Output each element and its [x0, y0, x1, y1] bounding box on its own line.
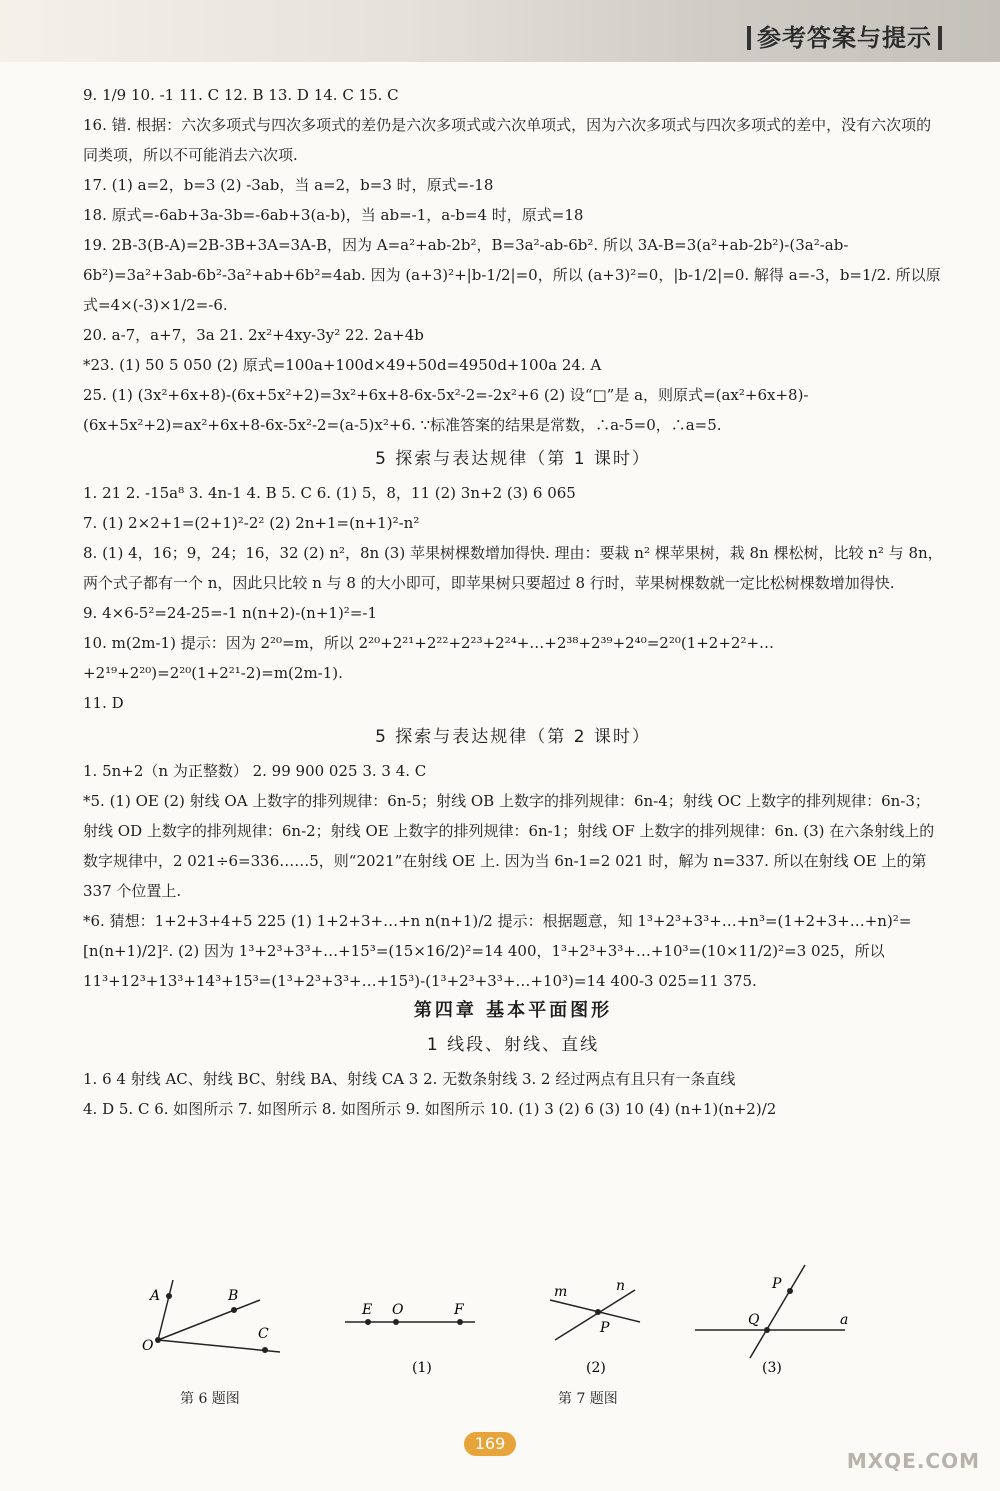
figures	[130, 1260, 870, 1420]
fig6-point-c	[262, 1347, 268, 1353]
header-title-text: 参考答案与提示	[757, 24, 932, 52]
fig7-3-label-a: a	[840, 1312, 849, 1328]
chapter-title: 第四章 基本平面图形	[413, 1000, 613, 1021]
answer-line: 11. D	[83, 694, 124, 712]
fig6-point-b	[231, 1307, 237, 1313]
answer-line: *5. (1) OE (2) 射线 OA 上数字的排列规律：6n-5；射线 OB 上数字的排列规律：6n-4；射线 OC 上数字的排列规律：6n-3；射线 OD 上数字的排列规律：6n-2；射线 OE 上数字的排列规律：6n-1；射线 OF 上数字的排列规律：6n. (3) 在六条射线上的数字规律中，2 021÷6=336……5，则“2021”在射线 OE 上. 因为当 6n-1=2 021 时，解为 n=337. 所以在射线 OE 上的第 337 个位置上.	[83, 792, 935, 900]
fig7-1-caption: (1)	[412, 1360, 432, 1376]
answer-line: 4. D 5. C 6. 如图所示 7. 如图所示 8. 如图所示 9. 如图所示 10. (1) 3 (2) 6 (3) 10 (4) (n+1)(n+2)/2	[83, 1100, 777, 1118]
answer-line: 16. 错. 根据：六次多项式与四次多项式的差仍是六次多项式或六次单项式，因为六次多项式与四次多项式的差中，没有六次项的同类项，所以不可能消去六次项.	[83, 116, 932, 164]
watermark: MXQE.COM	[846, 1449, 980, 1473]
fig7-1-point-o	[393, 1319, 399, 1325]
answer-line: 20. a-7，a+7，3a 21. 2x²+4xy-3y² 22. 2a+4b	[83, 326, 424, 344]
answer-line: 1. 21 2. -15a⁸ 3. 4n-1 4. B 5. C 6. (1) 5，8，11 (2) 3n+2 (3) 6 065	[83, 484, 576, 502]
fig7-2-point-p	[595, 1309, 601, 1315]
fig6-label-o: O	[142, 1338, 154, 1354]
answer-line: *6. 猜想：1+2+3+4+5 225 (1) 1+2+3+…+n n(n+1)/2 提示：根据题意，知 1³+2³+3³+…+n³=(1+2+3+…+n)²=[n(n+1)/2]². (2) 因为 1³+2³+3³+…+15³=(15×16/2)²=14 400，1³+2³+3³+…+10³=(10×11/2)²=3 025，所以 11³+12³+13³+14³+15³=(1³+2³+3³+…+15³)-(1³+2³+3³+…+10³)=14 400-3 025=11 375.	[83, 912, 912, 990]
answer-line: 1. 6 4 射线 AC、射线 BC、射线 BA、射线 CA 3 2. 无数条射线 3. 2 经过两点有且只有一条直线	[83, 1070, 736, 1088]
answer-line: 8. (1) 4，16；9，24；16，32 (2) n²，8n (3) 苹果树棵数增加得快. 理由：要栽 n² 棵苹果树，栽 8n 棵松树，比较 n² 与 8n，两个式子都有一个 n，因此只比较 n 与 8 的大小即可，即苹果树只要超过 8 行时，苹果树棵数就一定比松树棵数增加得快.	[83, 544, 943, 592]
figure-diagrams	[130, 1260, 870, 1420]
answer-line: 1. 5n+2（n 为正整数） 2. 99 900 025 3. 3 4. C	[83, 762, 427, 780]
fig7-3-label-p: P	[772, 1276, 782, 1292]
fig6-label-b: B	[228, 1288, 239, 1304]
fig7-1-point-f	[457, 1319, 463, 1325]
fig7-3-caption: (3)	[762, 1360, 782, 1376]
fig7-2-caption: (2)	[586, 1360, 606, 1376]
answer-line: 10. m(2m-1) 提示：因为 2²⁰=m，所以 2²⁰+2²¹+2²²+2²³+2²⁴+…+2³⁸+2³⁹+2⁴⁰=2²⁰(1+2+2²+…+2¹⁹+2²⁰)=2²⁰(1+2²¹-2)=m(2m-1).	[83, 634, 775, 682]
fig7-1-label-o: O	[392, 1302, 404, 1318]
fig6-ray-oa	[158, 1280, 173, 1340]
header-bar-left	[747, 26, 751, 50]
fig7-1-label-e: E	[362, 1302, 373, 1318]
fig7-3-label-q: Q	[748, 1312, 760, 1328]
fig6-ray-ob	[158, 1300, 260, 1340]
fig6-label-a: A	[150, 1288, 161, 1304]
answer-line: 7. (1) 2×2+1=(2+1)²-2² (2) 2n+1=(n+1)²-n²	[83, 514, 420, 532]
answer-line: *23. (1) 50 5 050 (2) 原式=100a+100d×49+50d=4950d+100a 24. A	[83, 356, 602, 374]
fig6-point-o	[155, 1337, 161, 1343]
answer-content	[83, 80, 943, 1124]
fig7-1-point-e	[365, 1319, 371, 1325]
answer-line: 9. 4×6-5²=24-25=-1 n(n+2)-(n+1)²=-1	[83, 604, 377, 622]
answer-line: 17. (1) a=2，b=3 (2) -3ab，当 a=2，b=3 时，原式=-18	[83, 176, 494, 194]
fig6-point-a	[166, 1293, 172, 1299]
section-title: 5 探索与表达规律（第 2 课时）	[375, 727, 651, 747]
fig7-1-label-f: F	[454, 1302, 464, 1318]
header-title	[741, 18, 948, 53]
answer-line: 19. 2B-3(B-A)=2B-3B+3A=3A-B，因为 A=a²+ab-2b²，B=3a²-ab-6b². 所以 3A-B=3(a²+ab-2b²)-(3a²-ab-6b²)=3a²+3ab-6b²-3a²+ab+6b²=4ab. 因为 (a+3)²+|b-1/2|=0，所以 (a+3)²=0，|b-1/2|=0. 解得 a=-3，b=1/2. 所以原式=4×(-3)×1/2=-6.	[83, 236, 941, 314]
header-bar-right	[938, 26, 942, 50]
fig7-2-line-m	[550, 1300, 640, 1322]
section-title: 1 线段、射线、直线	[426, 1035, 600, 1055]
page-number: 169	[464, 1432, 516, 1456]
fig7-2-label-n: n	[616, 1278, 626, 1294]
fig6-label-c: C	[258, 1326, 269, 1342]
section-title: 5 探索与表达规律（第 1 课时）	[375, 449, 651, 469]
fig6-caption: 第 6 题图	[180, 1391, 240, 1407]
answer-line: 25. (1) (3x²+6x+8)-(6x+5x²+2)=3x²+6x+8-6x-5x²-2=-2x²+6 (2) 设“□”是 a，则原式=(ax²+6x+8)-(6x+5x²+2)=ax²+6x+8-6x-5x²-2=(a-5)x²+6. ∵标准答案的结果是常数，∴a-5=0，∴a=5.	[83, 386, 809, 434]
fig7-caption: 第 7 题图	[558, 1391, 618, 1407]
fig7-2-label-m: m	[554, 1284, 568, 1300]
answer-line: 18. 原式=-6ab+3a-3b=-6ab+3(a-b)，当 ab=-1，a-b=4 时，原式=18	[83, 206, 584, 224]
fig7-3-point-p	[787, 1288, 793, 1294]
fig7-3-point-q	[764, 1327, 770, 1333]
fig7-2-label-p: P	[600, 1320, 610, 1336]
answer-line: 9. 1/9 10. -1 11. C 12. B 13. D 14. C 15. C	[83, 86, 399, 104]
